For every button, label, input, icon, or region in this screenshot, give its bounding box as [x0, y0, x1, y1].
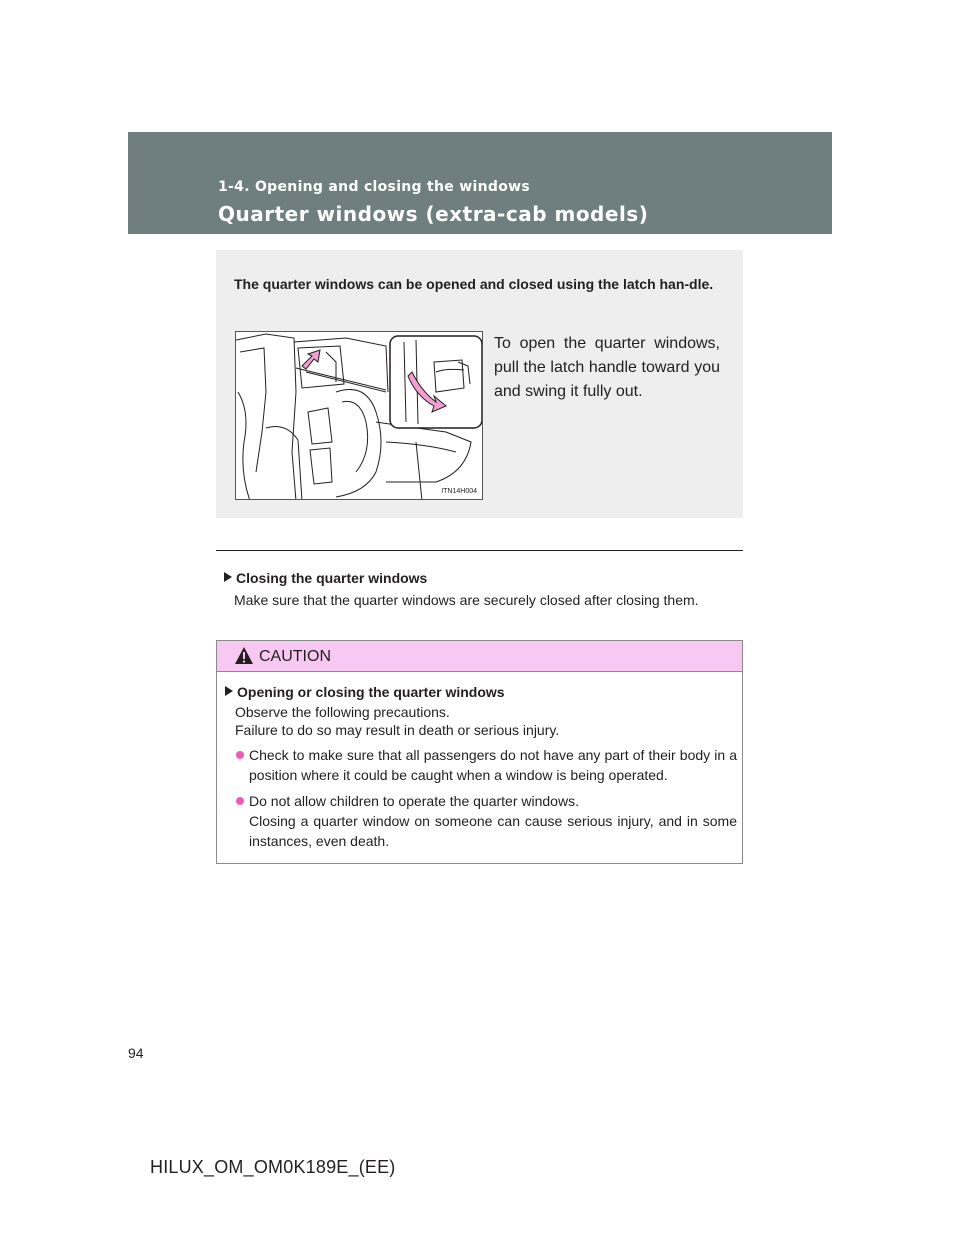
caution-bar — [217, 641, 742, 672]
warning-icon — [234, 646, 254, 665]
intro-box — [216, 250, 743, 518]
caution-line-1: Observe the following precautions. — [235, 704, 450, 720]
chapter-header — [128, 132, 832, 234]
bullet-dot-icon — [236, 797, 244, 805]
note-heading — [224, 569, 744, 587]
intro-description: To open the quarter windows, pull the latch handle toward you and swing it fully out. — [494, 335, 720, 400]
section-label: 1-4. Opening and closing the windows — [218, 179, 530, 195]
note-text: Make sure that the quarter windows are securely closed after closing them. — [234, 592, 699, 608]
caution-heading — [225, 683, 737, 701]
document-footer: HILUX_OM_OM0K189E_(EE) — [150, 1157, 396, 1177]
latch-illustration — [236, 332, 483, 500]
figure-code: ITN14H004 — [441, 488, 477, 495]
quarter-window-illustration — [235, 331, 483, 500]
triangle-bullet-icon — [225, 686, 233, 696]
bullet-dot-icon — [236, 751, 244, 759]
caution-bullet-text: Do not allow children to operate the quarter windows. — [249, 793, 579, 809]
closing-note — [224, 569, 744, 610]
caution-bullet-text: Check to make sure that all passengers do not have any part of their body in a position where it could be caught when a window is being operated. — [249, 747, 737, 783]
intro-lead: The quarter windows can be opened and closed using the latch han-dle. — [234, 276, 714, 292]
caution-bullet-subtext: Closing a quarter window on someone can cause serious injury, and in some instances, even death. — [249, 813, 737, 849]
note-heading-text: Closing the quarter windows — [236, 570, 428, 586]
page-number: 94 — [128, 1045, 144, 1061]
caution-content — [225, 683, 737, 851]
caution-label: CAUTION — [259, 648, 331, 665]
caution-line-2: Failure to do so may result in death or serious injury. — [235, 722, 560, 738]
caution-bullet — [235, 791, 737, 851]
page-title: Quarter windows (extra-cab models) — [218, 202, 649, 226]
caution-bullet — [235, 745, 737, 785]
caution-box — [216, 640, 743, 864]
triangle-bullet-icon — [224, 572, 232, 582]
caution-heading-text: Opening or closing the quarter windows — [237, 684, 505, 700]
divider — [216, 550, 743, 551]
